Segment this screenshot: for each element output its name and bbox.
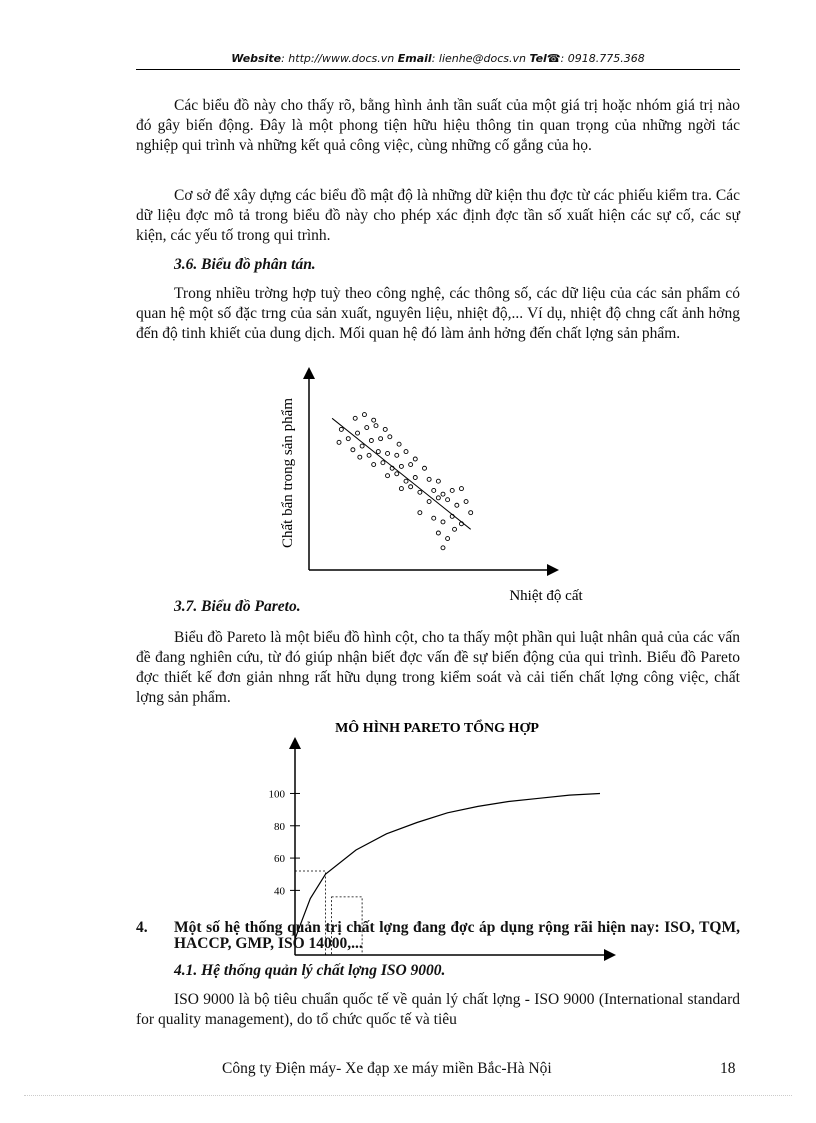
paragraph-2: Cơ sở để xây dựng các biểu đồ mật độ là những dữ kiện thu đợc từ các phiếu kiểm tra. Các dữ liệu đợc mô tả trong biểu đồ này cho phép xác định đợc tần số xuất hiện các sự cố, các sự kiện, các yếu tố trong qui trình. — [136, 187, 740, 244]
footer-text: Công ty Điện máy- Xe đạp xe máy miền Bắc-Hà Nội — [222, 1060, 552, 1077]
tel-value: : 0918.775.368 — [560, 52, 645, 65]
scatter-point — [372, 463, 376, 467]
scatter-point — [427, 500, 431, 504]
scatter-point — [432, 516, 436, 520]
scatter-point — [446, 537, 450, 541]
paragraph-5: ISO 9000 là bộ tiêu chuẩn quốc tế về quản lý chất lợng - ISO 9000 (International standard for quality management), do tổ chức quốc tế và tiêu — [136, 991, 740, 1028]
section-4-title: Một số hệ thống quản trị chất lợng đang đợc áp dụng rộng rãi hiện nay: ISO, TQM, HACCP, GMP, ISO 14000,... — [174, 919, 740, 952]
pareto-cumulative-curve — [295, 794, 600, 939]
scatter-point — [397, 442, 401, 446]
scatter-chart — [270, 365, 620, 610]
scatter-point — [399, 487, 403, 491]
scatter-point — [372, 418, 376, 422]
scatter-point — [436, 531, 440, 535]
scatter-point — [395, 453, 399, 457]
website-value: : http://www.docs.vn — [281, 52, 395, 65]
email-value: : lienhe@docs.vn — [431, 52, 526, 65]
scatter-point — [360, 444, 364, 448]
scatter-y-label: Chất bẩn trong sản phẩm — [280, 398, 296, 548]
scatter-point — [369, 439, 373, 443]
scatter-point — [386, 474, 390, 478]
tel-label: Tel — [529, 52, 547, 65]
pareto-y-tick-label: 100 — [268, 788, 285, 801]
page-number: 18 — [720, 1060, 736, 1077]
scatter-point — [388, 435, 392, 439]
scatter-point — [374, 424, 378, 428]
scatter-point — [409, 463, 413, 467]
scatter-point — [450, 488, 454, 492]
scatter-point — [404, 479, 408, 483]
scatter-point — [469, 511, 473, 515]
scatter-point — [383, 427, 387, 431]
scatter-point — [381, 461, 385, 465]
website-label: Website — [231, 52, 282, 65]
pareto-title: MÔ HÌNH PARETO TỔNG HỢP — [335, 721, 539, 736]
scatter-point — [367, 453, 371, 457]
scatter-point — [356, 431, 360, 435]
phone-icon: ☎ — [546, 52, 561, 65]
pareto-y-tick-label: 80 — [274, 820, 285, 833]
scatter-point — [395, 472, 399, 476]
scatter-point — [453, 527, 457, 531]
scatter-point — [413, 476, 417, 480]
scatter-point — [441, 492, 445, 496]
scatter-point — [418, 490, 422, 494]
scatter-point — [379, 437, 383, 441]
scatter-point — [432, 488, 436, 492]
scatter-point — [436, 479, 440, 483]
scatter-point — [386, 451, 390, 455]
email-label: Email — [397, 52, 432, 65]
scatter-point — [459, 487, 463, 491]
scatter-point — [399, 464, 403, 468]
paragraph-4: Biểu đồ Pareto là một biểu đồ hình cột, cho ta thấy một phần qui luật nhân quả của các vấn đề đang nghiên cứu, từ đó giúp nhận biết đợc vấn đề sự biến động của qui trình. Biểu đồ Pareto đợc thiết kế đơn giản nhng rất hữu dụng trong kiểm soát và cải tiến chất lợng công việc, chất lợng sản phẩm. — [136, 629, 740, 706]
scatter-point — [404, 450, 408, 454]
heading-4-1: 4.1. Hệ thống quản lý chất lợng ISO 9000. — [174, 962, 446, 979]
scatter-point — [365, 426, 369, 430]
scatter-point — [427, 477, 431, 481]
scatter-point — [376, 450, 380, 454]
scatter-point — [455, 503, 459, 507]
page-header — [136, 52, 740, 65]
scatter-point — [362, 413, 366, 417]
section-4-number: 4. — [136, 919, 148, 936]
scatter-point — [436, 496, 440, 500]
scatter-point — [339, 427, 343, 431]
scatter-point — [409, 485, 413, 489]
pareto-y-tick-label: 60 — [274, 853, 285, 866]
scatter-point — [441, 520, 445, 524]
page-bottom-rule — [24, 1095, 792, 1096]
scatter-point — [418, 511, 422, 515]
paragraph-3: Trong nhiều trờng hợp tuỳ theo công nghệ, các thông số, các dữ liệu của các sản phẩm có quan hệ một số đặc trng của sản xuất, nguyên liệu, nhiệt độ,... Ví dụ, nhiệt độ chng cất ảnh hởng đến độ tinh khiết của dung dịch. Mối quan hệ đó làm ảnh hởng đến chất lợng sản phẩm. — [136, 285, 740, 342]
scatter-point — [358, 455, 362, 459]
scatter-point — [446, 498, 450, 502]
scatter-point — [353, 416, 357, 420]
scatter-point — [346, 437, 350, 441]
header-rule — [136, 69, 740, 70]
scatter-point — [351, 448, 355, 452]
scatter-point — [337, 440, 341, 444]
paragraph-1: Các biểu đồ này cho thấy rõ, bằng hình ảnh tần suất của một giá trị hoặc nhóm giá trị nào đó gây biến động. Đây là một phong tiện hữu hiệu thông tin quan trọng của những ngời tác nghiệp qui trình và những kết quả công việc, cùng những cố gắng của họ. — [136, 97, 740, 154]
heading-3-7: 3.7. Biểu đồ Pareto. — [174, 598, 301, 615]
scatter-point — [441, 546, 445, 550]
pareto-y-tick-label: 40 — [274, 885, 285, 898]
scatter-point — [413, 457, 417, 461]
scatter-trendline — [332, 418, 471, 529]
heading-3-6: 3.6. Biểu đồ phân tán. — [174, 256, 316, 273]
scatter-point — [464, 500, 468, 504]
scatter-point — [423, 466, 427, 470]
scatter-x-label: Nhiệt độ cất — [509, 588, 583, 604]
